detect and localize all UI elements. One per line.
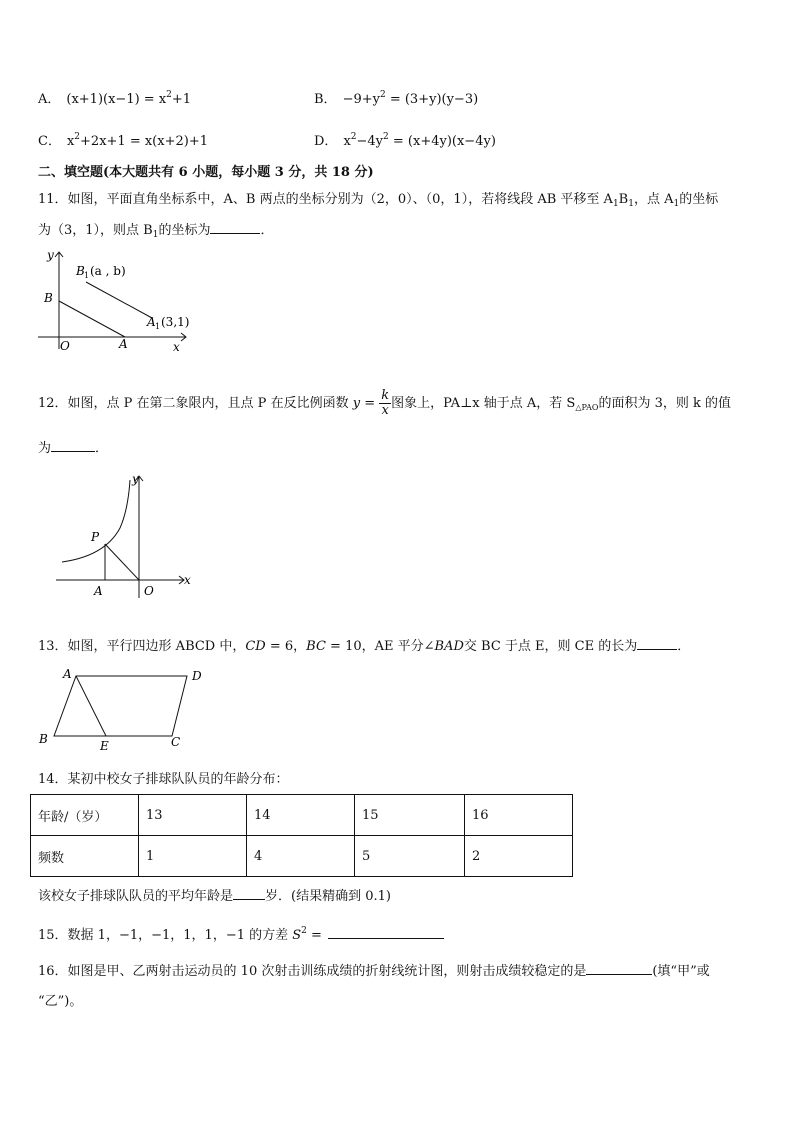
q14-age-table [30,794,573,877]
q12-segment-po [105,544,139,580]
q11-sub-a1-2: 1 [673,199,680,209]
choice-b [314,88,478,107]
choice-c-expr-1: x [66,134,75,149]
q11-text-c: ，点 A [633,192,674,207]
q11-text-a: 11．如图，平面直角坐标系中，A、B 两点的坐标分别为（2，0）、（0，1），若将线段 AB 平移至 A [38,192,613,207]
choice-c [38,130,208,149]
q11-line2 [38,219,274,240]
q14-after-b: 岁．(结果精确到 0.1) [265,889,391,904]
q12-y-eq: y = [352,396,376,411]
q11-segment-a1b1 [86,282,152,318]
choice-b-sup: 2 [379,90,386,100]
q12-text-b: 图象上，PA⊥x 轴于点 A，若 S [391,396,576,411]
choice-c-expr-2: +2x+1 = x(x+2)+1 [80,134,208,149]
choice-d [314,130,496,149]
q11-answer-blank[interactable] [210,221,260,234]
q15-sup: 2 [301,926,307,936]
q13-text-b: 交 BC 于点 E，则 CE 的长为 [463,639,638,654]
q13-parallelogram [54,676,187,736]
q12-text-c: 的面积为 3，则 k 的值 [598,396,732,411]
q16-line1 [38,960,710,979]
q11-label-a1: A [147,315,156,329]
q12-frac-den: x [381,403,389,418]
q12-label-o: O [144,584,154,598]
q13-label-e: E [100,739,109,753]
q11-label-b: B [44,291,53,305]
table-cell: 1 [139,836,247,877]
section-heading: 二、填空题(本大题共有 6 小题，每小题 3 分，共 18 分) [38,165,374,180]
q15-eq: = [306,928,322,943]
table-cell: 15 [355,795,465,836]
q12-sub-pao: △PAO [575,403,599,412]
table-cell: 4 [247,836,355,877]
q13-bc: BC [306,639,326,654]
q12-label-y: y [132,472,139,486]
q11-text-e: 为（3，1），则点 B [38,223,153,238]
choice-d-label: D． [314,134,338,149]
q13-label-b: B [39,732,48,746]
table-cell: 频数 [31,836,139,877]
q13-angle: ∠BAD [423,639,464,654]
q12-text-d: 为 [38,441,52,456]
choice-b-expr-2: = (3+y)(y−3) [385,92,479,107]
table-cell: 14 [247,795,355,836]
choice-a [38,88,191,107]
table-row [31,836,573,877]
q11-sub-b1: 1 [628,199,634,209]
q13-segment-ae [76,676,106,736]
table-cell: 5 [355,836,465,877]
q11-text-b: B [618,192,629,207]
table-cell: 13 [139,795,247,836]
q15-text-a: 15．数据 1，−1，−1，1，1，−1 的方差 [38,928,293,943]
q13-line [38,635,690,654]
q13-label-c: C [171,735,181,749]
choice-a-tail: +1 [171,92,192,107]
q15-answer-blank[interactable] [328,926,444,939]
q11-segment-ab [59,301,125,337]
q14-after-a: 该校女子排球队队员的平均年龄是 [38,889,234,904]
q12-line2 [38,437,108,456]
q14-after [38,885,391,904]
table-row [31,795,573,836]
choice-d-sup-2: 2 [383,132,389,142]
q16-text-a: 16．如图是甲、乙两射击运动员的 10 次射击训练成绩的折射线统计图，则射击成绩较稳定的是 [38,964,587,979]
q12-text-end: ． [95,441,109,456]
q12-hyperbola [62,480,130,562]
q11-label-a: A [119,337,128,351]
q12-text-a: 12．如图，点 P 在第二象限内，且点 P 在反比例函数 [38,396,349,411]
q13-text-a: 13．如图，平行四边形 ABCD 中， [38,639,246,654]
q11-label-a1-coord: (3,1) [161,315,190,329]
q12-figure [50,470,200,610]
q11-label-b1-coord: (a , b) [90,264,126,278]
q14-line: 14．某初中校女子排球队队员的年龄分布： [38,772,289,787]
q12-fraction [379,389,391,418]
q14-answer-blank[interactable] [233,887,265,900]
table-cell: 16 [465,795,573,836]
q12-label-x: x [184,573,191,587]
q12-frac-num: k [381,388,390,403]
choice-a-sup: 2 [166,90,172,100]
q12-answer-blank[interactable] [51,439,95,452]
q13-text-end: ． [677,639,691,654]
choice-b-expr-1: −9+y [342,92,380,107]
q12-line1 [38,389,731,418]
choice-a-label: A． [38,92,61,107]
choice-c-sup: 2 [74,132,81,142]
q16-text-b: (填“甲”或 [652,964,710,979]
q15-line [38,924,444,943]
choice-d-expr-3: = (x+4y)(x−4y) [388,134,496,149]
choice-d-expr-2: −4y [356,134,384,149]
q12-label-a: A [94,584,103,598]
q13-answer-blank[interactable] [637,637,677,650]
q11-line1 [38,188,718,209]
q16-answer-blank[interactable] [586,962,652,975]
choice-d-sup-1: 2 [350,132,357,142]
q13-cd-val: = 6， [265,639,307,654]
q13-figure [30,664,220,756]
choice-b-label: B． [314,92,337,107]
q11-text-d: 的坐标 [679,192,719,207]
table-cell: 年龄/（岁） [31,795,139,836]
q11-sub-b1-2: 1 [152,230,159,240]
choice-d-expr-1: x [343,134,351,149]
q11-text-f: 的坐标为 [158,223,211,238]
q11-label-o: O [60,339,70,353]
q13-label-a: A [63,667,72,681]
q11-label-b1: B [76,264,85,278]
q11-sub-a1: 1 [612,199,619,209]
q13-cd: CD [245,639,266,654]
q12-label-p: P [91,530,100,544]
q13-bc-val: = 10，AE 平分 [325,639,424,654]
table-cell: 2 [465,836,573,877]
q11-label-y: y [47,248,54,262]
q11-label-a1-sub: 1 [155,322,161,331]
q13-label-d: D [192,669,202,683]
q11-label-x: x [173,340,180,354]
q15-s: S [292,928,302,943]
q11-figure [30,244,200,356]
q16-line2: “乙”)。 [38,994,83,1009]
choice-a-expr: (x+1)(x−1) = x [66,92,167,107]
choice-c-label: C． [38,134,61,149]
q11-label-b1-sub: 1 [84,271,90,280]
q11-text-end: ． [260,223,274,238]
